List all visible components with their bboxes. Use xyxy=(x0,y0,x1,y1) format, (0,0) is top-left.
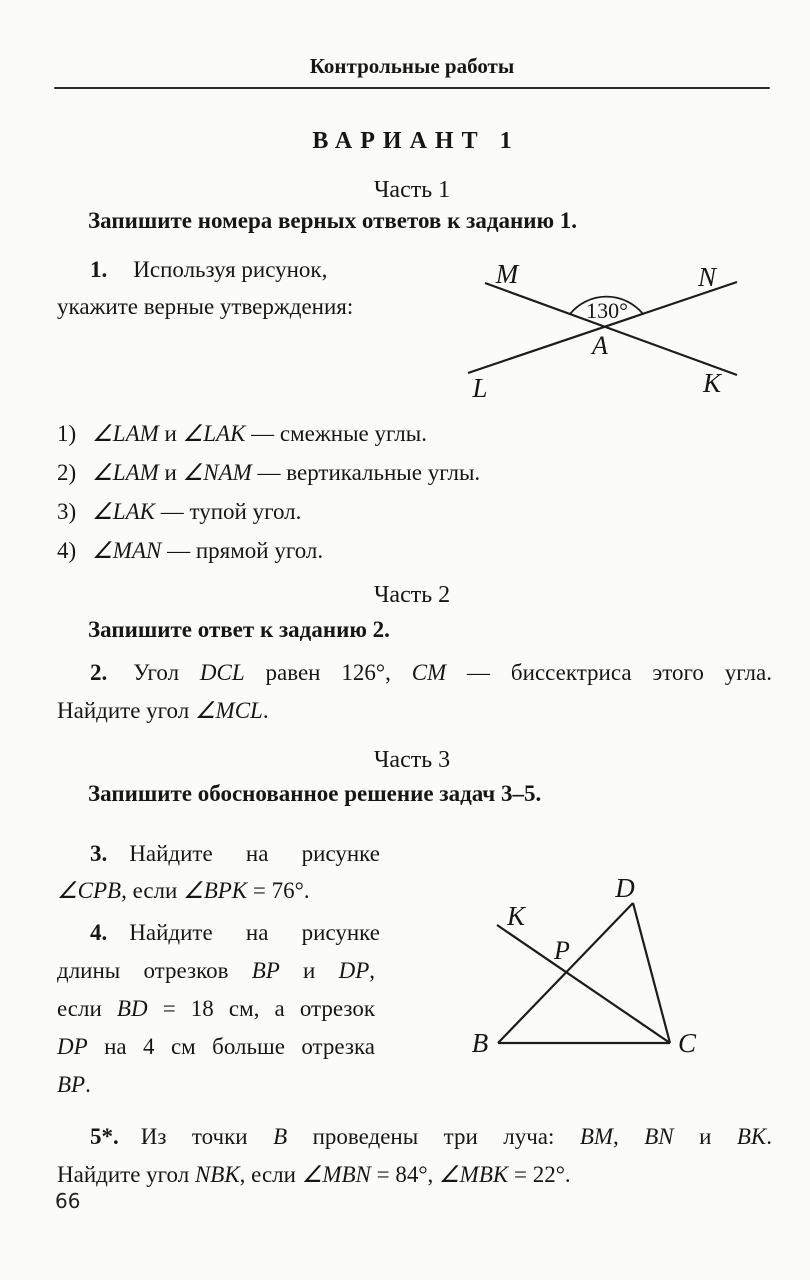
problem5-line2: Найдите угол NBK, если ∠MBN = 84°, ∠MBK = 22°. xyxy=(57,1162,571,1187)
problem5-text1: Из точки B проведены три луча: BM, BN и BK. xyxy=(140,1124,772,1149)
problem3-number: 3. xyxy=(90,841,108,866)
figure-intersecting-lines xyxy=(448,250,796,410)
problem4-line2: длины отрезков BP и DP, xyxy=(57,958,375,983)
statement-1-number: 1) xyxy=(57,421,77,446)
figure-triangle xyxy=(450,868,790,1080)
problem3-line1 xyxy=(90,838,380,869)
angle-value-label: 130° xyxy=(586,298,628,323)
statements-list xyxy=(57,414,480,570)
part2-instruction: Запишите ответ к заданию 2. xyxy=(88,617,390,642)
problem2-line2: Найдите угол ∠MCL. xyxy=(57,698,269,723)
point-label-D: D xyxy=(615,873,635,903)
problem4-line4: DP на 4 см больше отрезка xyxy=(57,1034,375,1059)
point-label-L: L xyxy=(472,373,488,403)
variant-title: ВАРИАНТ 1 xyxy=(312,128,520,154)
problem4-line5: BP. xyxy=(57,1072,91,1097)
page-number: 66 xyxy=(55,1189,81,1213)
problem2-number: 2. xyxy=(90,660,108,685)
problem1-number: 1. xyxy=(90,257,108,282)
point-label-N: N xyxy=(697,262,717,292)
statement-3-number: 3) xyxy=(57,499,77,524)
problem2-line1 xyxy=(90,657,772,688)
point-label-C: C xyxy=(677,1028,697,1058)
problem2-text1: Угол DCL равен 126°, CM — биссектриса этого угла. xyxy=(133,660,772,685)
problem5-line1 xyxy=(90,1121,772,1152)
problem4-line1 xyxy=(90,917,380,948)
point-label-K: K xyxy=(506,901,526,931)
statement-2-number: 2) xyxy=(57,460,77,485)
running-header: Контрольные работы xyxy=(309,54,515,78)
part1-heading: Часть 1 xyxy=(373,177,451,203)
part3-heading: Часть 3 xyxy=(373,747,451,773)
problem3-text1: Найдите на рисунке xyxy=(129,841,380,866)
header-rule xyxy=(54,87,770,89)
statement-1-text: ∠LAM и ∠LAK — смежные углы. xyxy=(92,421,427,446)
point-label-M: M xyxy=(495,259,519,289)
problem4-line3: если BD = 18 см, а отрезок xyxy=(57,996,375,1021)
part3-instruction: Запишите обоснованное решение задач 3–5. xyxy=(88,781,542,806)
point-label-B: B xyxy=(471,1028,489,1058)
statement-4-number: 4) xyxy=(57,538,77,563)
problem1-line2: укажите верные утверждения: xyxy=(57,294,354,319)
problem3-line2: ∠CPB, если ∠BPK = 76°. xyxy=(57,878,310,903)
problem4-text1: Найдите на рисунке xyxy=(129,920,380,945)
statement-3-text: ∠LAK — тупой угол. xyxy=(92,499,302,524)
statement-2 xyxy=(57,453,480,492)
point-label-A: A xyxy=(592,331,608,360)
problem5-number: 5*. xyxy=(90,1124,119,1149)
part1-instruction: Запишите номера верных ответов к заданию 1. xyxy=(88,208,578,233)
problem1-text1: Используя рисунок, xyxy=(133,257,328,282)
problem4-number: 4. xyxy=(90,920,108,945)
statement-2-text: ∠LAM и ∠NAM — вертикальные углы. xyxy=(92,460,481,485)
statement-4-text: ∠MAN — прямой угол. xyxy=(92,538,324,563)
statement-3 xyxy=(57,492,480,531)
statement-1 xyxy=(57,414,480,453)
statement-4 xyxy=(57,531,480,570)
point-label-P: P xyxy=(554,936,570,965)
problem1-line1 xyxy=(90,254,327,285)
point-label-K: K xyxy=(702,368,722,398)
part2-heading: Часть 2 xyxy=(373,582,451,608)
